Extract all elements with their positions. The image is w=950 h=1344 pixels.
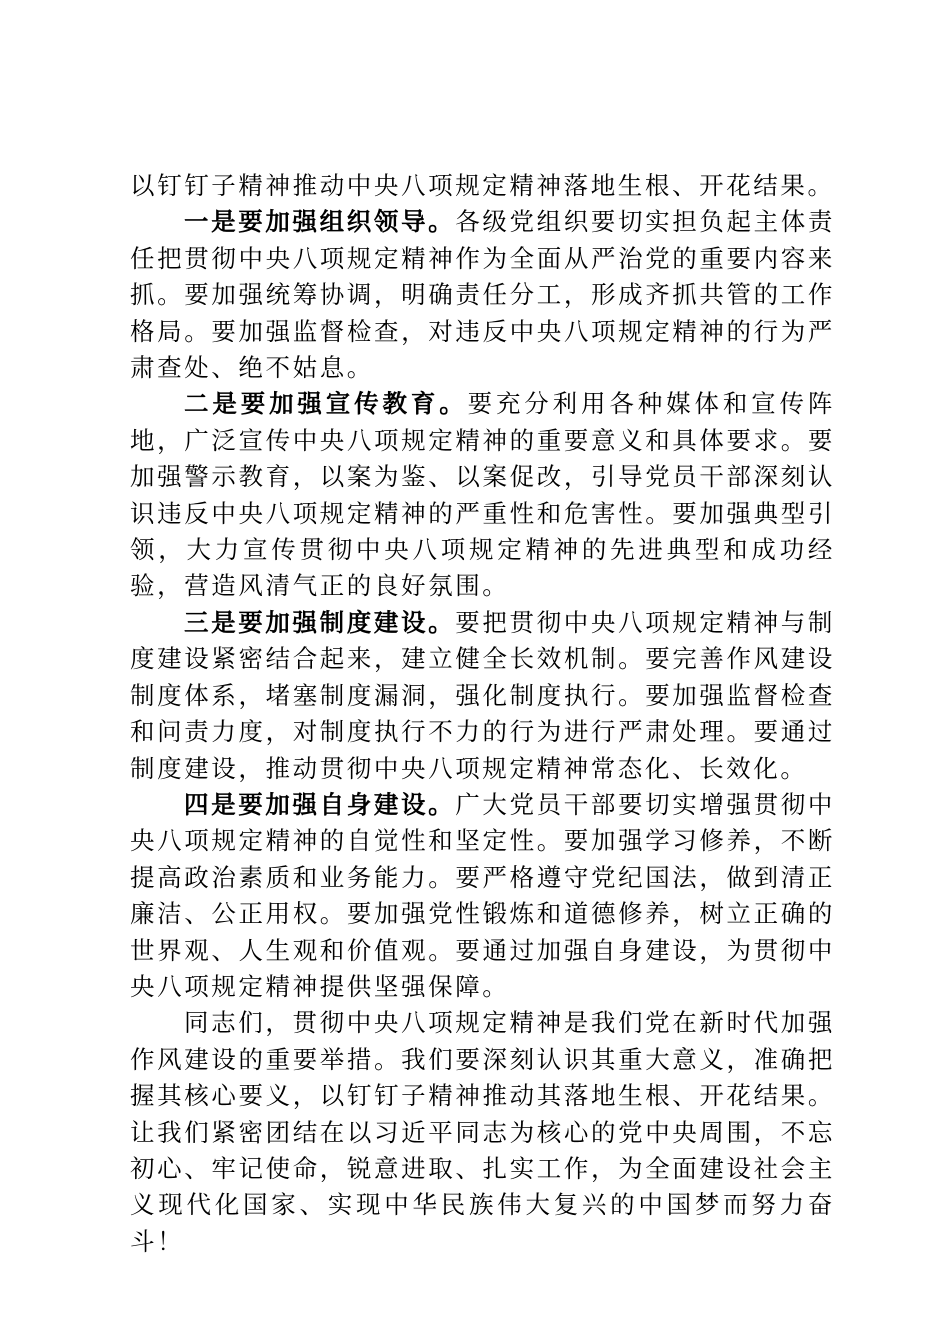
paragraph-heading: 四是要加强自身建设。 (184, 789, 456, 819)
document-body (130, 168, 835, 1260)
paragraph-text: 要把贯彻中央八项规定精神与制度建设紧密结合起来，建立健全长效机制。要完善作风建设制度体系，堵塞制度漏洞，强化制度执行。要加强监督检查和问责力度，对制度执行不力的行为进行严肃处理。要通过制度建设，推动贯彻中央八项规定精神常态化、长效化。 (130, 607, 835, 783)
paragraph-self-building (130, 787, 835, 1005)
paragraph-heading: 一是要加强组织领导。 (184, 207, 456, 237)
paragraph-organization-leadership (130, 204, 835, 386)
paragraph-text: 要充分利用各种媒体和宣传阵地，广泛宣传中央八项规定精神的重要意义和具体要求。要加强警示教育，以案为鉴、以案促改，引导党员干部深刻认识违反中央八项规定精神的严重性和危害性。要加强典型引领，大力宣传贯彻中央八项规定精神的先进典型和成功经验，营造风清气正的良好氛围。 (130, 389, 835, 601)
paragraph-text: 各级党组织要切实担负起主体责任把贯彻中央八项规定精神作为全面从严治党的重要内容来抓。要加强统筹协调，明确责任分工，形成齐抓共管的工作格局。要加强监督检查，对违反中央八项规定精神的行为严肃查处、绝不姑息。 (130, 207, 835, 383)
paragraph-conclusion (130, 1005, 835, 1260)
paragraph-system-building (130, 605, 835, 787)
paragraph-continuation (130, 168, 835, 204)
paragraph-text: 以钉钉子精神推动中央八项规定精神落地生根、开花结果。 (130, 171, 835, 200)
paragraph-heading: 二是要加强宣传教育。 (184, 389, 468, 419)
paragraph-text: 同志们，贯彻中央八项规定精神是我们党在新时代加强作风建设的重要举措。我们要深刻认识其重大意义，准确把握其核心要义，以钉钉子精神推动其落地生根、开花结果。让我们紧密团结在以习近平同志为核心的党中央周围，不忘初心、牢记使命，锐意进取、扎实工作，为全面建设社会主义现代化国家、实现中华民族伟大复兴的中国梦而努力奋斗！ (130, 1008, 835, 1256)
paragraph-heading: 三是要加强制度建设。 (184, 607, 456, 637)
paragraph-text: 广大党员干部要切实增强贯彻中央八项规定精神的自觉性和坚定性。要加强学习修养，不断提高政治素质和业务能力。要严格遵守党纪国法，做到清正廉洁、公正用权。要加强党性锻炼和道德修养，树立正确的世界观、人生观和价值观。要通过加强自身建设，为贯彻中央八项规定精神提供坚强保障。 (130, 789, 835, 1001)
paragraph-publicity-education (130, 386, 835, 604)
